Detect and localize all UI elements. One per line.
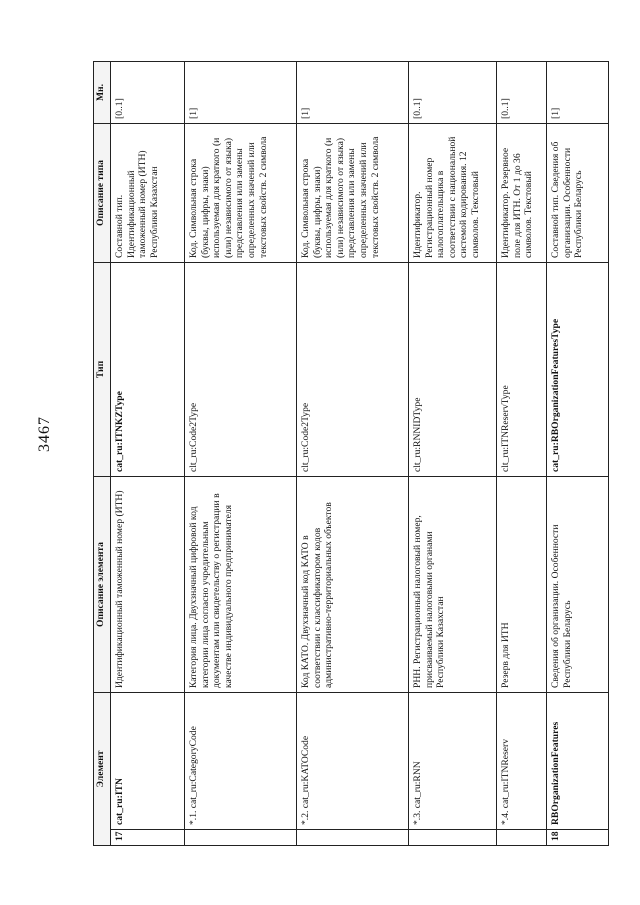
row-number — [497, 830, 547, 846]
element-description: Идентификационный таможенный номер (ИТН) — [111, 477, 185, 693]
element-name: RBOrganizationFeatures — [547, 693, 609, 830]
element-name: cat_ru:ITN — [111, 693, 185, 830]
element-description: Резерв для ИТН — [497, 477, 547, 693]
type-description: Идентификатор. Регистрационный номер налогоплательщика в соответствии с национальной системой кодирования. 12 символов. Текстовый — [409, 124, 497, 263]
table-row — [409, 62, 497, 846]
header-element: Элемент — [94, 693, 111, 846]
row-number — [185, 830, 297, 846]
type-name: clt_ru:Code2Type — [297, 263, 409, 477]
multiplicity: [1] — [185, 62, 297, 124]
header-mn: Мн. — [94, 62, 111, 124]
header-type: Тип — [94, 263, 111, 477]
type-name: clt_ru:ITNReservType — [497, 263, 547, 477]
type-description: Идентификатор. Резервное поле для ИТН. От 1 до 36 символов. Текстовый — [497, 124, 547, 263]
spec-table — [93, 61, 609, 846]
multiplicity: [0..1] — [497, 62, 547, 124]
header-type-desc: Описание типа — [94, 124, 111, 263]
element-name: *.1. cat_ru:CategoryCode — [185, 693, 297, 830]
type-description: Составной тип. Идентификационный таможенный номер (ИТН) Республики Казахстан — [111, 124, 185, 263]
type-name: cat_ru:RBOrganizationFeaturesType — [547, 263, 609, 477]
table-row — [185, 62, 297, 846]
table-row — [497, 62, 547, 846]
type-description: Составной тип. Сведения об организации. Особенности Республики Беларусь — [547, 124, 609, 263]
element-description: Категория лица. Двухзначный цифровой код категории лица согласно учредительным документам или свидетельству о регистрации в качестве индивидуального предпринимателя — [185, 477, 297, 693]
type-description: Код. Символьная строка (буквы, цифры, знаки) используемая для краткого (и (или) независимого от языка) представления или замены определенных значений или текстовых свойств. 2 символа — [297, 124, 409, 263]
element-description: РНН. Регистрационный налоговый номер, присваиваемый налоговыми органами Республики Казахстан — [409, 477, 497, 693]
element-description: Сведения об организации. Особенности Республики Беларусь — [547, 477, 609, 693]
multiplicity: [0..1] — [409, 62, 497, 124]
element-description: Код КАТО. Двухзначный код КАТО в соответствии с классификатором кодов административно-территориальных объектов — [297, 477, 409, 693]
table-row — [297, 62, 409, 846]
type-name: clt_ru:Code2Type — [185, 263, 297, 477]
row-number: 18 — [547, 830, 609, 846]
header-element-desc: Описание элемента — [94, 477, 111, 693]
multiplicity: [0..1] — [111, 62, 185, 124]
page-number: 3467 — [36, 416, 53, 452]
table-row — [547, 62, 609, 846]
multiplicity: [1] — [297, 62, 409, 124]
multiplicity: [1] — [547, 62, 609, 124]
element-name: *.3. cat_ru:RNN — [409, 693, 497, 830]
table-header-row — [94, 62, 111, 846]
table-row — [111, 62, 185, 846]
rotated-page-content — [93, 62, 619, 846]
row-number — [297, 830, 409, 846]
row-number — [409, 830, 497, 846]
element-name: *.4. cat_ru:ITNReserv — [497, 693, 547, 830]
row-number: 17 — [111, 830, 185, 846]
type-name: cat_ru:ITNKZType — [111, 263, 185, 477]
element-name: *.2. cat_ru:KATOCode — [297, 693, 409, 830]
type-description: Код. Символьная строка (буквы, цифры, знаки) используемая для краткого (и (или) независимого от языка) представления или замены определенных значений или текстовых свойств. 2 символа — [185, 124, 297, 263]
type-name: clt_ru:RNNIDType — [409, 263, 497, 477]
